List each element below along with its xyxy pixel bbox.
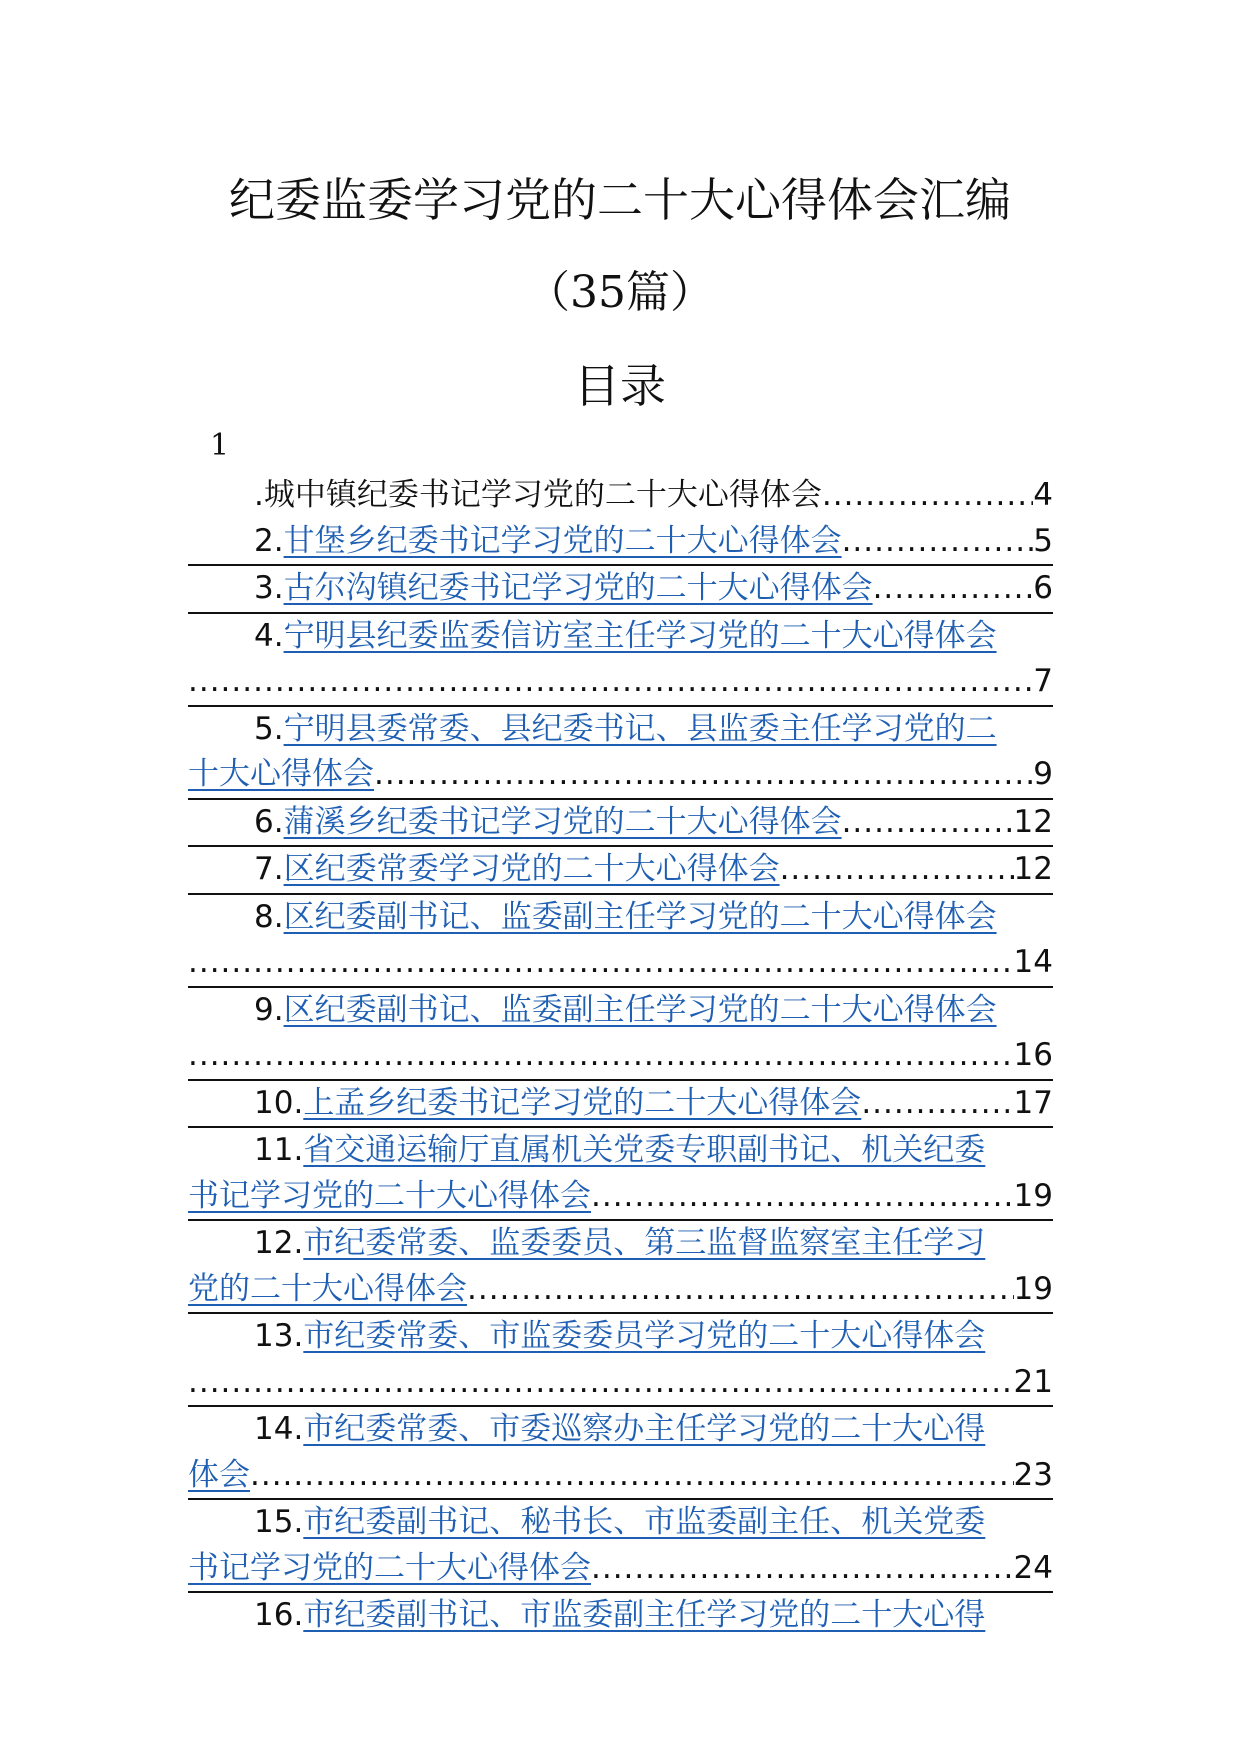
toc-leader-dots xyxy=(591,1174,1014,1220)
toc-page-number: 12 xyxy=(1013,803,1053,840)
toc-entry-number: 15. xyxy=(254,1504,304,1540)
toc-leader-dots xyxy=(188,1033,1014,1079)
toc-line[interactable] xyxy=(188,895,1053,941)
toc-entry-link[interactable]: 区纪委副书记、监委副主任学习党的二十大心得体会 xyxy=(283,898,997,935)
toc-leader-dots xyxy=(591,1546,1014,1592)
toc-leader-dots xyxy=(188,940,1014,986)
toc-entry-link[interactable]: 书记学习党的二十大心得体会 xyxy=(188,1549,591,1586)
toc-leader-dots xyxy=(842,800,1014,846)
toc-line[interactable] xyxy=(188,1267,1053,1315)
toc-page-number: 16 xyxy=(1013,1037,1053,1073)
toc-line[interactable] xyxy=(188,1033,1053,1081)
toc-line[interactable] xyxy=(188,614,1053,660)
toc-entry-number: 11. xyxy=(254,1132,304,1168)
toc-leader-dots xyxy=(842,519,1034,565)
toc-page-number: 12 xyxy=(1013,851,1053,887)
toc-line[interactable] xyxy=(188,566,1053,614)
toc-line[interactable] xyxy=(188,1081,1053,1129)
toc-entry-link[interactable]: 十大心得体会 xyxy=(188,756,374,792)
toc-line[interactable] xyxy=(188,659,1053,707)
toc-entry-link[interactable]: 市纪委副书记、秘书长、市监委副主任、机关党委 xyxy=(303,1504,986,1540)
toc-line[interactable] xyxy=(188,1174,1053,1222)
toc-entry-number: 10. xyxy=(254,1084,304,1121)
toc-entry-link[interactable]: 上孟乡纪委书记学习党的二十大心得体会 xyxy=(303,1084,862,1121)
toc-entry-number: . xyxy=(254,477,264,513)
page-marker: 1 xyxy=(210,428,230,463)
toc-entry-link[interactable]: 蒲溪乡纪委书记学习党的二十大心得体会 xyxy=(283,803,842,840)
toc-line[interactable] xyxy=(188,1546,1053,1594)
toc-line[interactable] xyxy=(188,1453,1053,1501)
toc-line[interactable] xyxy=(188,1128,1053,1174)
document-title: 纪委监委学习党的二十大心得体会汇编 xyxy=(229,173,1011,227)
toc-page-number: 6 xyxy=(1033,570,1053,606)
toc-entry-number: 7. xyxy=(254,851,284,887)
toc-page-number: 4 xyxy=(1033,477,1053,513)
toc-entry-link[interactable]: 宁明县委常委、县纪委书记、县监委主任学习党的二 xyxy=(283,710,997,747)
table-of-contents xyxy=(188,473,1053,1639)
toc-line[interactable] xyxy=(188,800,1053,848)
toc-entry-link[interactable]: 市纪委副书记、市监委副主任学习党的二十大心得 xyxy=(303,1597,986,1633)
toc-line[interactable] xyxy=(188,1360,1053,1408)
toc-entry-link[interactable]: 宁明县纪委监委信访室主任学习党的二十大心得体会 xyxy=(283,617,997,654)
toc-line[interactable] xyxy=(188,707,1053,753)
toc-entry-number: 14. xyxy=(254,1411,304,1447)
toc-leader-dots xyxy=(188,1360,1014,1406)
toc-leader-dots xyxy=(873,566,1034,612)
toc-page-number: 9 xyxy=(1033,756,1053,792)
toc-entry-number: 3. xyxy=(254,570,284,606)
toc-line[interactable] xyxy=(188,1593,1053,1639)
toc-leader-dots xyxy=(861,1081,1013,1127)
toc-heading: 目录 xyxy=(574,359,666,413)
toc-line[interactable] xyxy=(188,1407,1053,1453)
toc-page-number: 14 xyxy=(1013,944,1053,980)
toc-line[interactable] xyxy=(188,1500,1053,1546)
toc-entry-link[interactable]: 甘堡乡纪委书记学习党的二十大心得体会 xyxy=(283,522,842,559)
toc-line[interactable] xyxy=(188,1221,1053,1267)
toc-page-number: 23 xyxy=(1013,1456,1053,1493)
toc-entry-link[interactable]: 市纪委常委、市委巡察办主任学习党的二十大心得 xyxy=(303,1411,986,1447)
toc-entry-link[interactable]: 城中镇纪委书记学习党的二十大心得体会 xyxy=(263,477,822,513)
toc-leader-dots xyxy=(250,1453,1014,1499)
toc-entry-link[interactable]: 书记学习党的二十大心得体会 xyxy=(188,1177,591,1214)
toc-entry-link[interactable]: 区纪委常委学习党的二十大心得体会 xyxy=(283,851,780,887)
toc-leader-dots xyxy=(374,752,1033,798)
toc-entry-number: 6. xyxy=(254,803,284,840)
toc-line[interactable] xyxy=(188,940,1053,988)
toc-entry-link[interactable]: 区纪委副书记、监委副主任学习党的二十大心得体会 xyxy=(283,991,997,1028)
toc-line[interactable] xyxy=(188,473,1053,519)
toc-leader-dots xyxy=(822,473,1033,519)
toc-entry-number: 9. xyxy=(254,991,284,1028)
toc-page-number: 19 xyxy=(1013,1177,1053,1214)
toc-entry-link[interactable]: 党的二十大心得体会 xyxy=(188,1270,467,1307)
toc-page-number: 5 xyxy=(1033,522,1053,559)
toc-leader-dots xyxy=(780,847,1014,893)
toc-leader-dots xyxy=(467,1267,1014,1313)
toc-line[interactable] xyxy=(188,988,1053,1034)
toc-entry-number: 8. xyxy=(254,898,284,935)
toc-entry-number: 16. xyxy=(254,1597,304,1633)
toc-entry-link[interactable]: 市纪委常委、市监委委员学习党的二十大心得体会 xyxy=(303,1318,986,1354)
toc-line[interactable] xyxy=(188,519,1053,567)
toc-page-number: 21 xyxy=(1013,1363,1053,1400)
toc-line[interactable] xyxy=(188,847,1053,895)
document-subtitle: （35篇） xyxy=(526,267,714,318)
toc-page-number: 17 xyxy=(1013,1084,1053,1121)
toc-entry-link[interactable]: 古尔沟镇纪委书记学习党的二十大心得体会 xyxy=(283,570,873,606)
toc-entry-number: 4. xyxy=(254,617,284,654)
toc-leader-dots xyxy=(188,659,1033,705)
toc-entry-number: 5. xyxy=(254,710,284,747)
toc-page-number: 24 xyxy=(1013,1549,1053,1586)
toc-entry-link[interactable]: 市纪委常委、监委委员、第三监督监察室主任学习 xyxy=(303,1225,986,1261)
toc-page-number: 19 xyxy=(1013,1270,1053,1307)
toc-line[interactable] xyxy=(188,1314,1053,1360)
toc-entry-number: 12. xyxy=(254,1225,304,1261)
toc-entry-number: 2. xyxy=(254,522,284,559)
toc-line[interactable] xyxy=(188,752,1053,800)
toc-page-number: 7 xyxy=(1033,663,1053,699)
toc-entry-number: 13. xyxy=(254,1318,304,1354)
toc-entry-link[interactable]: 省交通运输厅直属机关党委专职副书记、机关纪委 xyxy=(303,1132,986,1168)
toc-entry-link[interactable]: 体会 xyxy=(188,1456,250,1493)
